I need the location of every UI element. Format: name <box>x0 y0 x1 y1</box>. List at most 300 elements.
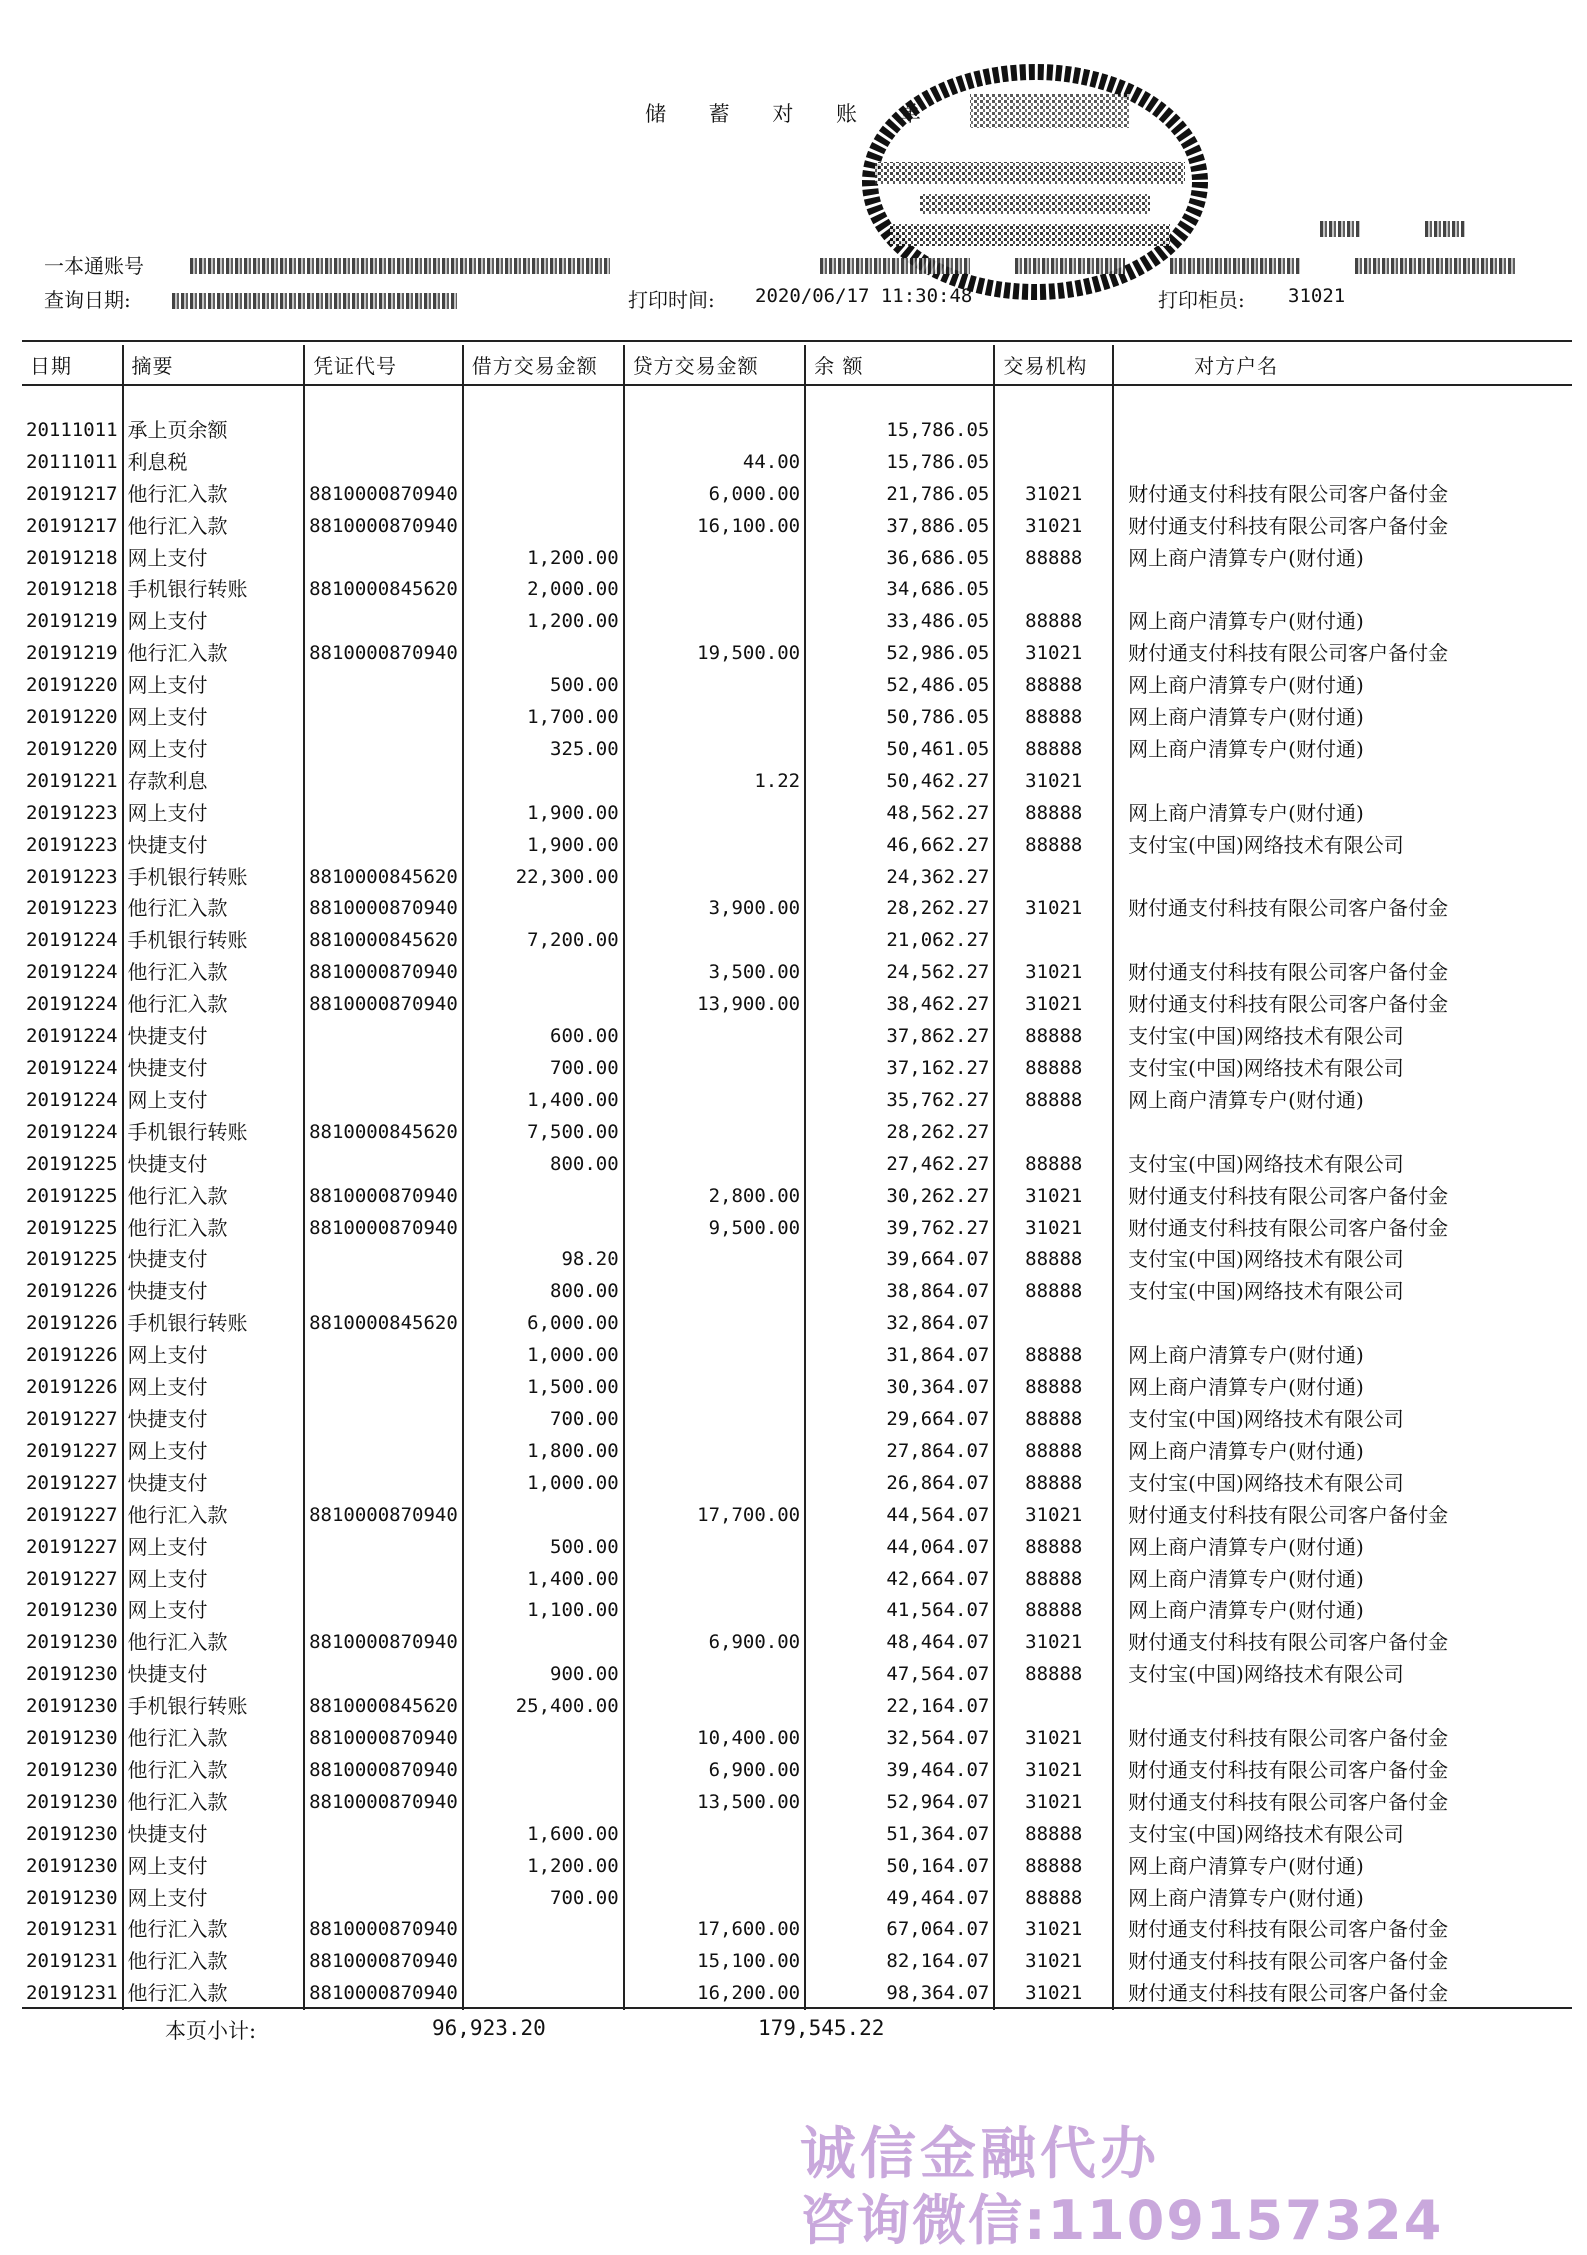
cell-counterparty: 财付通支付科技有限公司客户备付金 <box>1113 1978 1572 2010</box>
cell-date: 20191225 <box>26 1152 118 1175</box>
cell-voucher <box>304 1149 463 1181</box>
cell-date: 20191230 <box>26 1727 118 1750</box>
cell-debit <box>463 1914 624 1946</box>
table-row <box>22 1436 1572 1468</box>
account-number-label: 一本通账号 <box>44 254 144 278</box>
cell-balance: 15,786.05 <box>805 415 994 447</box>
cell-debit: 22,300.00 <box>463 862 624 894</box>
cell-debit: 1,500.00 <box>463 1372 624 1404</box>
cell-summary: 他行汇入款 <box>123 1946 305 1978</box>
table-row <box>22 989 1572 1021</box>
cell-balance: 52,486.05 <box>805 670 994 702</box>
table-row <box>22 1659 1572 1691</box>
cell-date: 20191227 <box>26 1503 118 1526</box>
cell-voucher <box>304 1085 463 1117</box>
cell-debit: 2,000.00 <box>463 574 624 606</box>
cell-date: 20191226 <box>26 1280 118 1303</box>
table-row <box>22 1468 1572 1500</box>
cell-counterparty: 财付通支付科技有限公司客户备付金 <box>1113 479 1572 511</box>
spacer-row <box>22 383 1572 415</box>
cell-summary: 利息税 <box>123 447 305 479</box>
cell-voucher: 8810000870940 <box>304 1213 463 1245</box>
cell-debit <box>463 1723 624 1755</box>
cell-credit <box>624 415 805 447</box>
cell-balance: 28,262.27 <box>805 1117 994 1149</box>
cell-counterparty: 网上商户清算专户(财付通) <box>1113 798 1572 830</box>
cell-summary: 他行汇入款 <box>123 479 305 511</box>
cell-balance: 52,964.07 <box>805 1787 994 1819</box>
cell-balance: 32,564.07 <box>805 1723 994 1755</box>
table-row <box>22 1883 1572 1915</box>
watermark-line-2: 咨询微信:1109157324 <box>800 2189 1444 2252</box>
cell-balance: 30,262.27 <box>805 1181 994 1213</box>
cell-balance: 22,164.07 <box>805 1691 994 1723</box>
table-row <box>22 543 1572 575</box>
cell-date: 20191227 <box>26 1439 118 1462</box>
cell-debit <box>463 893 624 925</box>
cell-institution: 88888 <box>994 1149 1113 1181</box>
cell-summary: 网上支付 <box>123 543 305 575</box>
table-row <box>22 1021 1572 1053</box>
cell-institution <box>994 1691 1113 1723</box>
cell-credit: 6,000.00 <box>624 479 805 511</box>
table-row <box>22 447 1572 479</box>
cell-debit <box>463 1787 624 1819</box>
cell-voucher <box>304 1053 463 1085</box>
cell-credit: 15,100.00 <box>624 1946 805 1978</box>
cell-balance: 27,864.07 <box>805 1436 994 1468</box>
cell-institution: 31021 <box>994 1723 1113 1755</box>
cell-date: 20191218 <box>26 578 118 601</box>
cell-date: 20191230 <box>26 1822 118 1845</box>
cell-voucher <box>304 798 463 830</box>
cell-credit <box>624 1564 805 1596</box>
cell-debit <box>463 447 624 479</box>
cell-voucher: 8810000845620 <box>304 574 463 606</box>
branch-info-redacted <box>820 255 1515 274</box>
cell-credit: 3,900.00 <box>624 893 805 925</box>
cell-credit <box>624 1053 805 1085</box>
table-row <box>22 606 1572 638</box>
cell-balance: 36,686.05 <box>805 543 994 575</box>
cell-voucher: 8810000845620 <box>304 925 463 957</box>
subtotal-debit: 96,923.20 <box>432 2016 546 2040</box>
query-date-label: 查询日期: <box>44 288 131 312</box>
cell-institution: 31021 <box>994 1627 1113 1659</box>
table-row <box>22 1914 1572 1946</box>
cell-debit <box>463 1500 624 1532</box>
cell-summary: 网上支付 <box>123 1340 305 1372</box>
cell-voucher <box>304 1340 463 1372</box>
cell-balance: 39,762.27 <box>805 1213 994 1245</box>
cell-balance: 44,564.07 <box>805 1500 994 1532</box>
cell-debit <box>463 1946 624 1978</box>
cell-institution: 88888 <box>994 1659 1113 1691</box>
cell-counterparty: 支付宝(中国)网络技术有限公司 <box>1113 1244 1572 1276</box>
table-row <box>22 862 1572 894</box>
cell-date: 20191230 <box>26 1886 118 1909</box>
cell-debit: 7,200.00 <box>463 925 624 957</box>
cell-counterparty: 网上商户清算专户(财付通) <box>1113 1340 1572 1372</box>
cell-summary: 网上支付 <box>123 670 305 702</box>
cell-voucher: 8810000870940 <box>304 893 463 925</box>
cell-date: 20191221 <box>26 769 118 792</box>
cell-date: 20191224 <box>26 1088 118 1111</box>
table-row <box>22 511 1572 543</box>
cell-date: 20191224 <box>26 1057 118 1080</box>
cell-counterparty: 网上商户清算专户(财付通) <box>1113 1595 1572 1627</box>
cell-debit: 900.00 <box>463 1659 624 1691</box>
cell-counterparty: 网上商户清算专户(财付通) <box>1113 606 1572 638</box>
cell-summary: 网上支付 <box>123 1564 305 1596</box>
cell-balance: 37,862.27 <box>805 1021 994 1053</box>
cell-institution: 88888 <box>994 1244 1113 1276</box>
cell-credit: 19,500.00 <box>624 638 805 670</box>
cell-credit <box>624 1595 805 1627</box>
cell-voucher: 8810000845620 <box>304 1117 463 1149</box>
cell-credit: 16,200.00 <box>624 1978 805 2010</box>
cell-debit: 1,600.00 <box>463 1819 624 1851</box>
cell-summary: 网上支付 <box>123 1085 305 1117</box>
cell-balance: 48,464.07 <box>805 1627 994 1659</box>
cell-debit: 800.00 <box>463 1149 624 1181</box>
cell-institution: 88888 <box>994 1276 1113 1308</box>
cell-credit: 6,900.00 <box>624 1755 805 1787</box>
cell-institution: 88888 <box>994 1819 1113 1851</box>
cell-debit: 1,000.00 <box>463 1340 624 1372</box>
table-row <box>22 1149 1572 1181</box>
cell-balance: 51,364.07 <box>805 1819 994 1851</box>
table-row <box>22 830 1572 862</box>
cell-summary: 快捷支付 <box>123 1468 305 1500</box>
table-row <box>22 1595 1572 1627</box>
cell-credit <box>624 1532 805 1564</box>
cell-summary: 手机银行转账 <box>123 574 305 606</box>
cell-institution <box>994 1308 1113 1340</box>
cell-voucher: 8810000870940 <box>304 1946 463 1978</box>
cell-summary: 网上支付 <box>123 798 305 830</box>
cell-voucher <box>304 1819 463 1851</box>
cell-debit <box>463 479 624 511</box>
cell-credit: 16,100.00 <box>624 511 805 543</box>
cell-counterparty: 财付通支付科技有限公司客户备付金 <box>1113 1914 1572 1946</box>
cell-balance: 24,362.27 <box>805 862 994 894</box>
cell-date: 20191230 <box>26 1695 118 1718</box>
cell-date: 20191217 <box>26 482 118 505</box>
cell-date: 20191219 <box>26 642 118 665</box>
cell-date: 20191223 <box>26 801 118 824</box>
cell-summary: 手机银行转账 <box>123 1691 305 1723</box>
cell-voucher: 8810000870940 <box>304 1978 463 2010</box>
cell-institution: 88888 <box>994 830 1113 862</box>
cell-institution: 88888 <box>994 543 1113 575</box>
cell-summary: 存款利息 <box>123 766 305 798</box>
cell-summary: 承上页余额 <box>123 415 305 447</box>
cell-voucher <box>304 1021 463 1053</box>
cell-summary: 网上支付 <box>123 1595 305 1627</box>
cell-institution: 88888 <box>994 702 1113 734</box>
cell-institution: 88888 <box>994 734 1113 766</box>
subtotal-credit: 179,545.22 <box>758 2016 885 2040</box>
cell-institution: 88888 <box>994 1372 1113 1404</box>
cell-balance: 33,486.05 <box>805 606 994 638</box>
cell-balance: 67,064.07 <box>805 1914 994 1946</box>
col-header-date: 日期 <box>30 353 72 378</box>
cell-voucher: 8810000870940 <box>304 479 463 511</box>
cell-credit <box>624 1372 805 1404</box>
cell-summary: 网上支付 <box>123 1372 305 1404</box>
cell-date: 20191226 <box>26 1376 118 1399</box>
cell-summary: 网上支付 <box>123 606 305 638</box>
cell-credit <box>624 543 805 575</box>
cell-summary: 他行汇入款 <box>123 1755 305 1787</box>
cell-institution: 88888 <box>994 1021 1113 1053</box>
table-row <box>22 1532 1572 1564</box>
cell-date: 20191230 <box>26 1599 118 1622</box>
cell-counterparty: 网上商户清算专户(财付通) <box>1113 1532 1572 1564</box>
cell-counterparty: 财付通支付科技有限公司客户备付金 <box>1113 1946 1572 1978</box>
cell-institution: 31021 <box>994 1755 1113 1787</box>
cell-balance: 15,786.05 <box>805 447 994 479</box>
cell-credit <box>624 798 805 830</box>
cell-counterparty: 网上商户清算专户(财付通) <box>1113 543 1572 575</box>
cell-debit: 7,500.00 <box>463 1117 624 1149</box>
cell-summary: 他行汇入款 <box>123 1787 305 1819</box>
table-row <box>22 574 1572 606</box>
cell-institution: 88888 <box>994 1564 1113 1596</box>
cell-summary: 快捷支付 <box>123 1276 305 1308</box>
cell-voucher: 8810000870940 <box>304 1181 463 1213</box>
cell-date: 20191220 <box>26 674 118 697</box>
cell-debit: 1,400.00 <box>463 1085 624 1117</box>
cell-date: 20191224 <box>26 1120 118 1143</box>
col-header-balance: 余 额 <box>805 345 994 383</box>
cell-credit <box>624 734 805 766</box>
cell-summary: 网上支付 <box>123 1436 305 1468</box>
cell-institution: 31021 <box>994 1914 1113 1946</box>
cell-summary: 快捷支付 <box>123 1021 305 1053</box>
cell-balance: 50,461.05 <box>805 734 994 766</box>
cell-credit <box>624 830 805 862</box>
cell-institution <box>994 447 1113 479</box>
cell-debit: 700.00 <box>463 1404 624 1436</box>
cell-voucher <box>304 1436 463 1468</box>
table-row <box>22 766 1572 798</box>
cell-voucher <box>304 1468 463 1500</box>
cell-voucher <box>304 1244 463 1276</box>
cell-voucher: 8810000870940 <box>304 511 463 543</box>
cell-counterparty: 支付宝(中国)网络技术有限公司 <box>1113 1149 1572 1181</box>
cell-voucher: 8810000845620 <box>304 862 463 894</box>
table-row <box>22 798 1572 830</box>
cell-summary: 网上支付 <box>123 702 305 734</box>
cell-debit: 600.00 <box>463 1021 624 1053</box>
cell-institution: 31021 <box>994 893 1113 925</box>
cell-institution: 31021 <box>994 766 1113 798</box>
table-row <box>22 1340 1572 1372</box>
cell-date: 20191220 <box>26 706 118 729</box>
cell-balance: 21,786.05 <box>805 479 994 511</box>
cell-balance: 46,662.27 <box>805 830 994 862</box>
cell-summary: 他行汇入款 <box>123 989 305 1021</box>
cell-counterparty: 支付宝(中国)网络技术有限公司 <box>1113 1819 1572 1851</box>
watermark-line-1: 诚信金融代办 <box>800 2122 1160 2187</box>
cell-counterparty: 财付通支付科技有限公司客户备付金 <box>1113 1500 1572 1532</box>
cell-balance: 44,064.07 <box>805 1532 994 1564</box>
cell-counterparty: 网上商户清算专户(财付通) <box>1113 1564 1572 1596</box>
cell-summary: 他行汇入款 <box>123 1213 305 1245</box>
cell-counterparty: 财付通支付科技有限公司客户备付金 <box>1113 893 1572 925</box>
cell-institution: 31021 <box>994 1213 1113 1245</box>
table-row <box>22 925 1572 957</box>
cell-date: 20191224 <box>26 1025 118 1048</box>
cell-balance: 39,664.07 <box>805 1244 994 1276</box>
cell-counterparty <box>1113 862 1572 894</box>
cell-debit: 1,100.00 <box>463 1595 624 1627</box>
cell-voucher: 8810000870940 <box>304 1500 463 1532</box>
cell-counterparty <box>1113 925 1572 957</box>
cell-debit: 25,400.00 <box>463 1691 624 1723</box>
cell-credit <box>624 1404 805 1436</box>
cell-institution <box>994 574 1113 606</box>
cell-voucher <box>304 1276 463 1308</box>
cell-balance: 98,364.07 <box>805 1978 994 2010</box>
cell-balance: 49,464.07 <box>805 1883 994 1915</box>
cell-debit <box>463 957 624 989</box>
cell-counterparty: 支付宝(中国)网络技术有限公司 <box>1113 1468 1572 1500</box>
cell-summary: 网上支付 <box>123 1883 305 1915</box>
table-row <box>22 702 1572 734</box>
cell-credit <box>624 1117 805 1149</box>
cell-balance: 26,864.07 <box>805 1468 994 1500</box>
cell-summary: 他行汇入款 <box>123 957 305 989</box>
cell-date: 20191231 <box>26 1918 118 1941</box>
account-number-redacted <box>190 255 610 274</box>
cell-debit: 1,700.00 <box>463 702 624 734</box>
table-row <box>22 1213 1572 1245</box>
cell-date: 20191231 <box>26 1982 118 2005</box>
cell-voucher: 8810000870940 <box>304 1755 463 1787</box>
table-row <box>22 893 1572 925</box>
cell-institution <box>994 415 1113 447</box>
cell-counterparty: 财付通支付科技有限公司客户备付金 <box>1113 1787 1572 1819</box>
col-header-debit: 借方交易金额 <box>463 345 624 383</box>
cell-balance: 37,162.27 <box>805 1053 994 1085</box>
cell-counterparty: 支付宝(中国)网络技术有限公司 <box>1113 1276 1572 1308</box>
cell-counterparty <box>1113 1308 1572 1340</box>
cell-balance: 35,762.27 <box>805 1085 994 1117</box>
cell-institution: 88888 <box>994 1468 1113 1500</box>
page-info-redacted <box>1320 218 1465 237</box>
cell-counterparty <box>1113 415 1572 447</box>
cell-institution: 88888 <box>994 1532 1113 1564</box>
cell-voucher <box>304 447 463 479</box>
table-row <box>22 1851 1572 1883</box>
cell-institution: 31021 <box>994 638 1113 670</box>
cell-voucher <box>304 1883 463 1915</box>
cell-balance: 24,562.27 <box>805 957 994 989</box>
col-header-counterparty: 对方户名 <box>1113 345 1572 383</box>
cell-institution: 31021 <box>994 1181 1113 1213</box>
cell-credit <box>624 574 805 606</box>
cell-balance: 34,686.05 <box>805 574 994 606</box>
cell-voucher <box>304 606 463 638</box>
cell-date: 20191224 <box>26 993 118 1016</box>
cell-institution <box>994 1117 1113 1149</box>
cell-balance: 32,864.07 <box>805 1308 994 1340</box>
cell-counterparty <box>1113 447 1572 479</box>
cell-counterparty: 财付通支付科技有限公司客户备付金 <box>1113 1755 1572 1787</box>
cell-institution: 31021 <box>994 479 1113 511</box>
cell-counterparty: 网上商户清算专户(财付通) <box>1113 1372 1572 1404</box>
cell-summary: 快捷支付 <box>123 1149 305 1181</box>
table-row <box>22 1564 1572 1596</box>
cell-date: 20191220 <box>26 737 118 760</box>
cell-counterparty: 支付宝(中国)网络技术有限公司 <box>1113 1053 1572 1085</box>
cell-institution: 88888 <box>994 670 1113 702</box>
cell-credit <box>624 1085 805 1117</box>
table-row <box>22 734 1572 766</box>
cell-debit: 1,200.00 <box>463 543 624 575</box>
cell-balance: 82,164.07 <box>805 1946 994 1978</box>
cell-institution: 31021 <box>994 1787 1113 1819</box>
subtotal-label: 本页小计: <box>165 2019 257 2043</box>
cell-credit: 13,500.00 <box>624 1787 805 1819</box>
cell-counterparty: 财付通支付科技有限公司客户备付金 <box>1113 989 1572 1021</box>
cell-voucher: 8810000870940 <box>304 638 463 670</box>
cell-debit: 1,800.00 <box>463 1436 624 1468</box>
table-row <box>22 1276 1572 1308</box>
cell-institution: 31021 <box>994 1500 1113 1532</box>
cell-credit <box>624 1308 805 1340</box>
query-date-redacted <box>172 290 457 309</box>
cell-credit: 6,900.00 <box>624 1627 805 1659</box>
cell-voucher: 8810000870940 <box>304 1787 463 1819</box>
cell-summary: 他行汇入款 <box>123 1181 305 1213</box>
cell-voucher: 8810000870940 <box>304 1723 463 1755</box>
cell-date: 20191227 <box>26 1407 118 1430</box>
cell-date: 20191224 <box>26 961 118 984</box>
cell-summary: 快捷支付 <box>123 1244 305 1276</box>
table-row <box>22 1372 1572 1404</box>
cell-voucher <box>304 670 463 702</box>
table-row <box>22 1819 1572 1851</box>
cell-credit: 2,800.00 <box>624 1181 805 1213</box>
cell-debit <box>463 1978 624 2010</box>
cell-counterparty: 财付通支付科技有限公司客户备付金 <box>1113 1213 1572 1245</box>
table-row <box>22 1244 1572 1276</box>
cell-balance: 50,462.27 <box>805 766 994 798</box>
cell-summary: 手机银行转账 <box>123 925 305 957</box>
table-row <box>22 1787 1572 1819</box>
cell-institution: 88888 <box>994 606 1113 638</box>
cell-debit: 1,900.00 <box>463 830 624 862</box>
cell-balance: 50,164.07 <box>805 1851 994 1883</box>
cell-summary: 他行汇入款 <box>123 1978 305 2010</box>
cell-debit <box>463 989 624 1021</box>
cell-summary: 快捷支付 <box>123 830 305 862</box>
cell-credit: 13,900.00 <box>624 989 805 1021</box>
cell-voucher <box>304 1851 463 1883</box>
col-header-summary: 摘要 <box>123 345 305 383</box>
cell-counterparty: 财付通支付科技有限公司客户备付金 <box>1113 957 1572 989</box>
cell-balance: 39,464.07 <box>805 1755 994 1787</box>
cell-credit: 3,500.00 <box>624 957 805 989</box>
cell-institution <box>994 925 1113 957</box>
cell-summary: 手机银行转账 <box>123 1117 305 1149</box>
table-row <box>22 1181 1572 1213</box>
cell-date: 20191227 <box>26 1535 118 1558</box>
